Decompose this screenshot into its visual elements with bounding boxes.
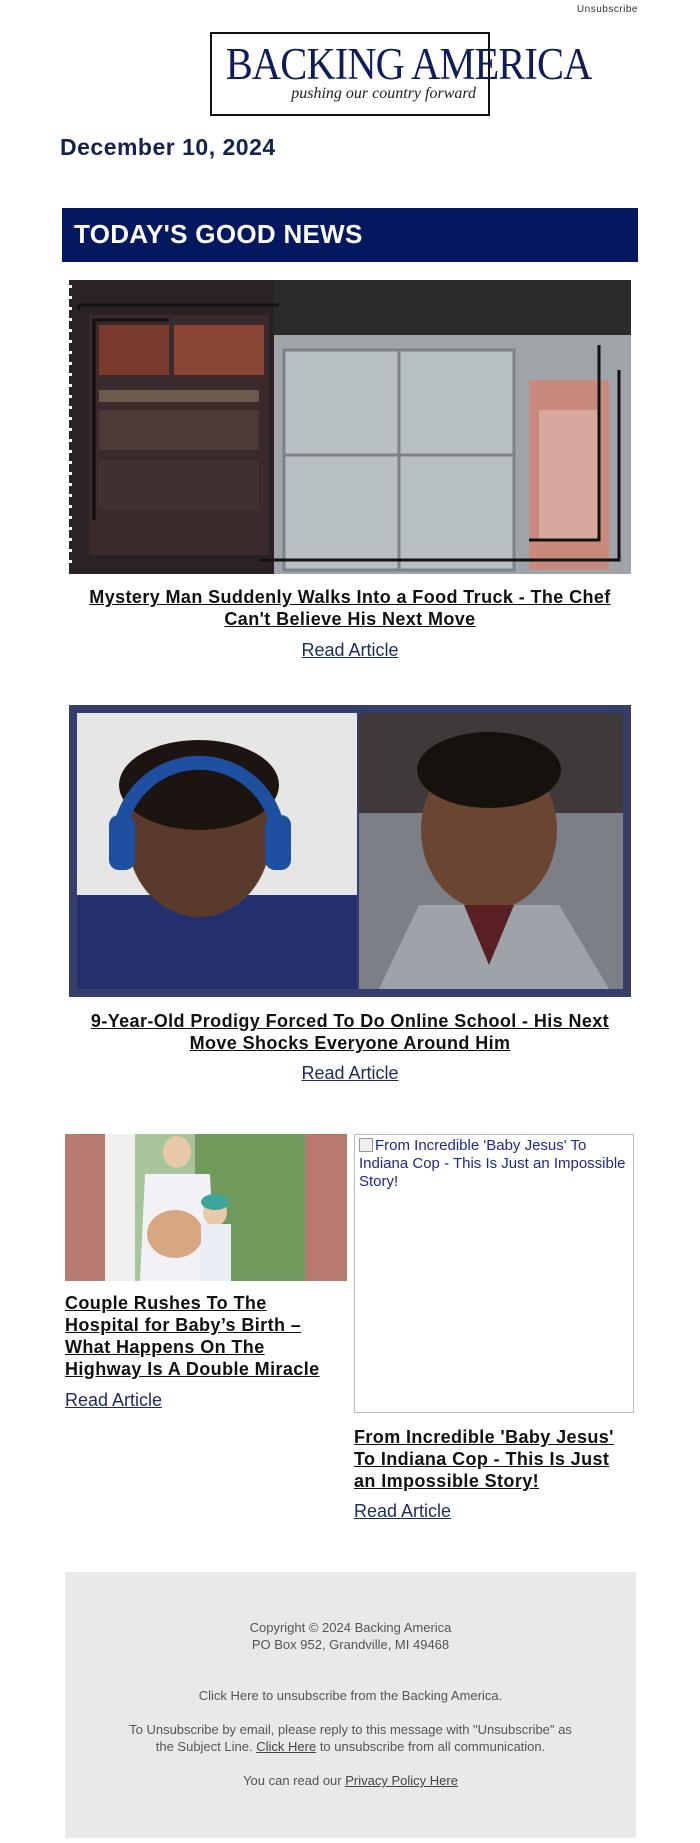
article-1-read-link[interactable]: Read Article <box>301 640 399 660</box>
broken-image-icon <box>359 1138 373 1152</box>
footer-email-text: the Subject Line. <box>155 1739 253 1754</box>
footer-privacy-text: You can read our <box>243 1773 342 1788</box>
food-truck-image[interactable] <box>69 280 631 574</box>
footer-email-instructions: To Unsubscribe by email, please reply to this message with "Unsubscribe" as <box>129 1722 572 1737</box>
section-banner <box>62 208 638 262</box>
couple-image[interactable] <box>65 1134 347 1281</box>
unsubscribe-link[interactable]: Unsubscribe <box>576 4 638 15</box>
prodigy-image[interactable] <box>69 705 631 997</box>
article-4-headline-line[interactable]: From Incredible 'Baby Jesus' <box>354 1427 614 1447</box>
article-4-headline-line[interactable]: an Impossible Story! <box>354 1471 540 1491</box>
newsletter-date: December 10, 2024 <box>60 134 276 160</box>
footer-email-instructions-2 <box>65 1739 636 1754</box>
prodigy-illustration <box>69 705 631 997</box>
footer-privacy <box>65 1773 636 1788</box>
article-3-headline-line[interactable]: Couple Rushes To The <box>65 1293 267 1313</box>
article-2-headline[interactable] <box>62 1010 638 1054</box>
article-2-read-link[interactable]: Read Article <box>301 1063 399 1083</box>
footer-address: PO Box 952, Grandville, MI 49468 <box>251 1637 450 1652</box>
article-3-headline-line[interactable]: Highway Is A Double Miracle <box>65 1359 320 1379</box>
footer <box>65 1572 636 1838</box>
article-1-headline[interactable] <box>62 586 638 630</box>
article-1-headline-line[interactable]: Mystery Man Suddenly Walks Into a Food Truck - The Chef <box>89 587 611 607</box>
footer-unsubscribe-link[interactable]: Click Here to unsubscribe from the Backing America. <box>198 1688 503 1703</box>
article-2-headline-line[interactable]: Move Shocks Everyone Around Him <box>189 1033 511 1053</box>
article-3-read-link[interactable]: Read Article <box>65 1390 163 1410</box>
article-2-headline-line[interactable]: 9-Year-Old Prodigy Forced To Do Online School - His Next <box>90 1011 610 1031</box>
couple-illustration <box>65 1134 347 1281</box>
article-4-headline-line[interactable]: To Indiana Cop - This Is Just <box>354 1449 610 1469</box>
image-alt-text: From Incredible 'Baby Jesus' To Indiana Cop - This Is Just an Impossible Story! <box>359 1137 626 1190</box>
footer-email-text-post: to unsubscribe from all communication. <box>319 1739 546 1754</box>
article-3-headline-line[interactable]: Hospital for Baby’s Birth – <box>65 1315 302 1335</box>
article-1-headline-line[interactable]: Can't Believe His Next Move <box>224 609 476 629</box>
article-3-headline[interactable] <box>65 1292 355 1380</box>
article-4-read-link[interactable]: Read Article <box>354 1501 452 1521</box>
footer-copyright: Copyright © 2024 Backing America <box>249 1620 452 1635</box>
logo-tagline: pushing our country forward <box>291 85 476 102</box>
logo-title: BACKING AMERICA <box>225 39 592 89</box>
food-truck-illustration <box>69 280 631 574</box>
brand-logo <box>210 32 592 116</box>
privacy-policy-link[interactable]: Privacy Policy Here <box>345 1773 458 1788</box>
footer-click-here-link[interactable]: Click Here <box>256 1739 317 1754</box>
broken-image-placeholder[interactable] <box>354 1134 634 1413</box>
article-3-headline-line[interactable]: What Happens On The <box>65 1337 265 1357</box>
article-4-headline[interactable] <box>354 1426 644 1492</box>
banner-title: TODAY'S GOOD NEWS <box>74 219 363 249</box>
